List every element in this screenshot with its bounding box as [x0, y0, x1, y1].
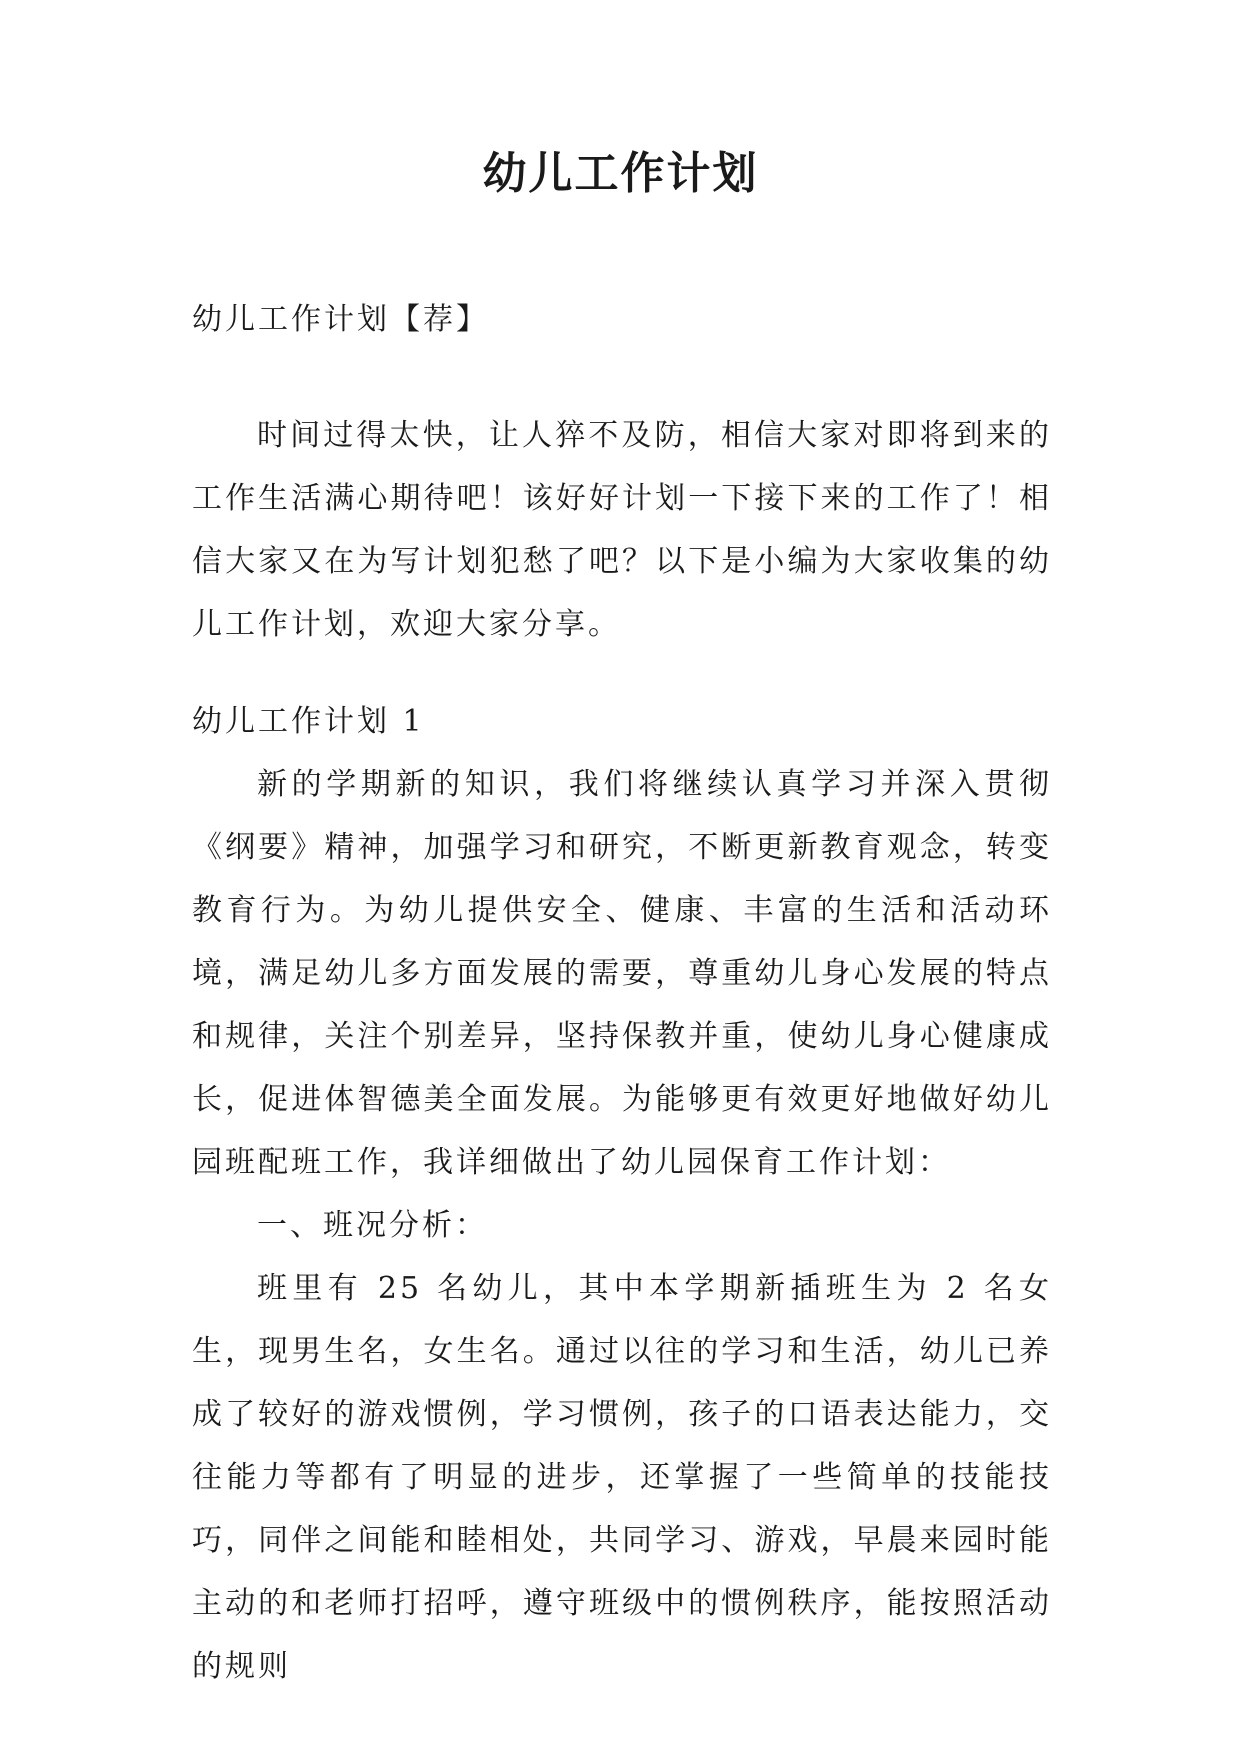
- body-paragraph: 新的学期新的知识，我们将继续认真学习并深入贯彻《纲要》精神，加强学习和研究，不断更新教育观念，转变教育行为。为幼儿提供安全、健康、丰富的生活和活动环境，满足幼儿多方面发展的需要，尊重幼儿身心发展的特点和规律，关注个别差异，坚持保教并重，使幼儿身心健康成长，促进体智德美全面发展。为能够更有效更好地做好幼儿园班配班工作，我详细做出了幼儿园保育工作计划：: [192, 767, 1052, 1180]
- intro-block: [192, 404, 1052, 656]
- body-paragraph: 班里有 25 名幼儿，其中本学期新插班生为 2 名女生，现男生名，女生名。通过以往的学习和生活，幼儿已养成了较好的游戏惯例，学习惯例，孩子的口语表达能力，交往能力等都有了明显的进步，还掌握了一些简单的技能技巧，同伴之间能和睦相处，共同学习、游戏，早晨来园时能主动的和老师打招呼，遵守班级中的惯例秩序，能按照活动的规则: [192, 1271, 1052, 1684]
- section-block: [192, 690, 1052, 1698]
- body-paragraph: 一、班况分析：: [257, 1208, 488, 1243]
- section-heading: 幼儿工作计划 1: [192, 704, 425, 739]
- document-subtitle: 幼儿工作计划【荐】: [192, 302, 489, 337]
- document-title: 幼儿工作计划: [482, 148, 759, 199]
- intro-paragraph: 时间过得太快，让人猝不及防，相信大家对即将到来的工作生活满心期待吧！该好好计划一下接下来的工作了！相信大家又在为写计划犯愁了吧？以下是小编为大家收集的幼儿工作计划，欢迎大家分享。: [192, 418, 1052, 642]
